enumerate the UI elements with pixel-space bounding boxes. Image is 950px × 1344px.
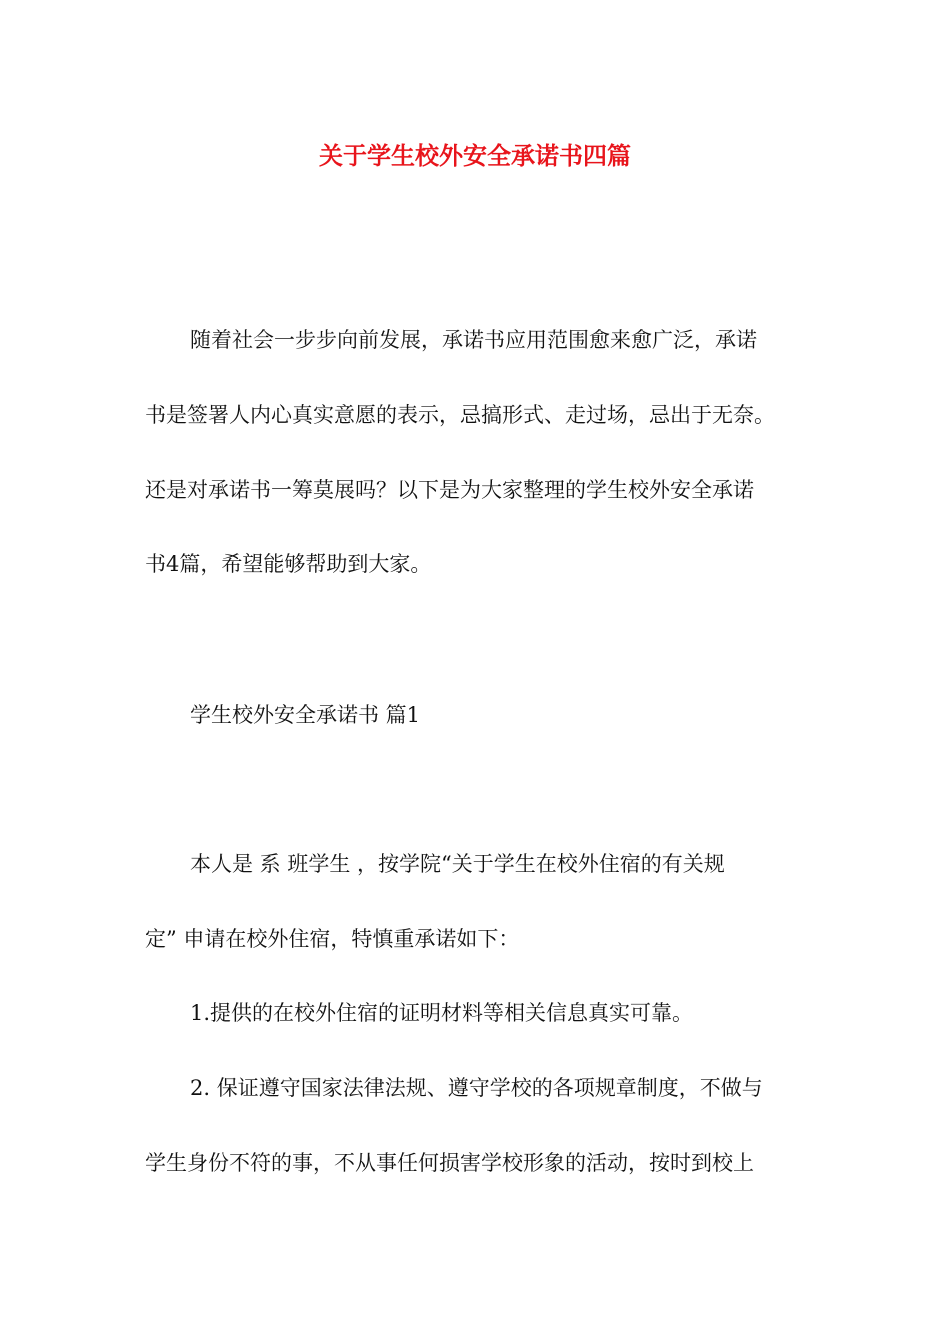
section-heading: 学生校外安全承诺书 篇1 [190,703,421,727]
body-line-4: 2. 保证遵守国家法律法规、遵守学校的各项规章制度，不做与 [190,1076,763,1100]
intro-line-4: 书4篇，希望能够帮助到大家。 [145,552,432,576]
body-line-2: 定” 申请在校外住宿，特慎重承诺如下： [145,927,520,951]
body-line-3: 1.提供的在校外住宿的证明材料等相关信息真实可靠。 [190,1001,694,1025]
body-line-1: 本人是 系 班学生 ，按学院“关于学生在校外住宿的有关规 [190,852,725,876]
body-line-5: 学生身份不符的事，不从事任何损害学校形象的活动，按时到校上 [145,1151,754,1175]
intro-line-3: 还是对承诺书一筹莫展吗？以下是为大家整理的学生校外安全承诺 [145,478,754,502]
intro-line-2: 书是签署人内心真实意愿的表示，忌搞形式、走过场，忌出于无奈。 [145,403,775,427]
intro-line-1: 随着社会一步步向前发展，承诺书应用范围愈来愈广泛，承诺 [190,328,757,352]
document-title: 关于学生校外安全承诺书四篇 [319,142,631,170]
